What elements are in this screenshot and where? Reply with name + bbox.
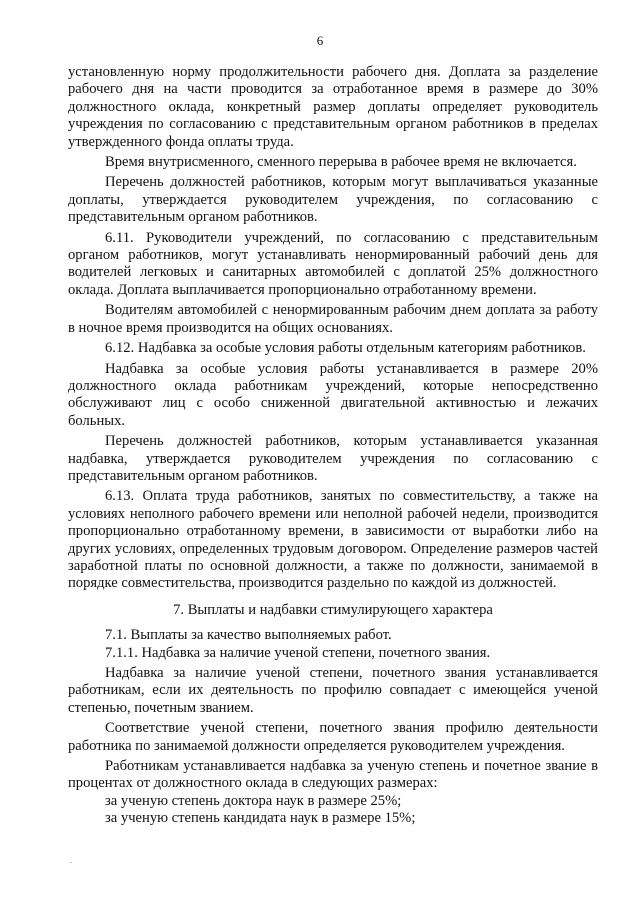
paragraph-6-13: 6.13. Оплата труда работников, занятых по совместительству, а также на условиях неполного рабочего времени или неполной рабочей недели, производится пропорционально отработанному времени, в зависимости от выработки либо на других условиях, определенных трудовым договором. Определение размеров частей заработной платы по основной должности, а также по должности, занимаемой в порядке совместительства, производится раздельно по каждой из должностей. xyxy=(68,488,598,592)
paragraph-positions-list: Перечень должностей работников, которым могут выплачиваться указанные доплаты, утверждается руководителем учреждения, по согласованию с представительным органом работников. xyxy=(68,174,598,226)
paragraph-6-12: 6.12. Надбавка за особые условия работы отдельным категориям работников. xyxy=(105,340,586,357)
page-number: 6 xyxy=(316,33,324,48)
paragraph-positions-allowance: Перечень должностей работников, которым устанавливается указанная надбавка, утверждается руководителем учреждения по согласованию с представительным органом работников. xyxy=(68,433,598,484)
paragraph-7-1: 7.1. Выплаты за качество выполняемых работ. xyxy=(105,627,392,644)
scan-artifact xyxy=(70,862,72,863)
paragraph-degree-rates: Работникам устанавливается надбавка за ученую степень и почетное звание в процентах от должностного оклада в следующих размерах: xyxy=(68,758,598,792)
list-item-candidate: за ученую степень кандидата наук в размере 15%; xyxy=(105,810,416,827)
section-heading: 7. Выплаты и надбавки стимулирующего характера xyxy=(173,601,493,618)
paragraph-break-time: Время внутрисменного, сменного перерыва в рабочее время не включается. xyxy=(105,154,577,171)
paragraph-degree-correspondence: Соответствие ученой степени, почетного звания профилю деятельности работника по занимаемой должности определяется руководителем учреждения. xyxy=(68,720,598,754)
paragraph-drivers-night: Водителям автомобилей с ненормированным рабочим днем доплата за работу в ночное время производится на общих основаниях. xyxy=(68,302,598,336)
document-body xyxy=(68,64,598,828)
paragraph-6-11: 6.11. Руководители учреждений, по согласованию с представительным органом работников, могут устанавливать ненормированный рабочий день для водителей легковых и санитарных автомобилей с доплатой 25% должностного оклада. Доплата выплачивается пропорционально отработанному времени. xyxy=(68,229,598,298)
paragraph-special-conditions: Надбавка за особые условия работы устанавливается в размере 20% должностного оклада работникам учреждений, которые непосредственно обслуживают лиц с особо сниженной двигательной активностью и лежачих больных. xyxy=(68,360,598,429)
paragraph-degree-allowance: Надбавка за наличие ученой степени, почетного звания устанавливается работникам, если их деятельность по профилю совпадает с имеющейся ученой степенью, почетным званием. xyxy=(68,665,598,716)
list-item-doctor: за ученую степень доктора наук в размере 25%; xyxy=(105,792,402,809)
paragraph-continuation: установленную норму продолжительности рабочего дня. Доплата за разделение рабочего дня на части проводится за отработанное время в размере до 30% должностного оклада, конкретный размер доплаты определяет руководитель учреждения по согласованию с представительным органом работников в пределах утвержденного фонда оплаты труда. xyxy=(68,64,598,150)
paragraph-7-1-1: 7.1.1. Надбавка за наличие ученой степени, почетного звания. xyxy=(105,644,491,661)
